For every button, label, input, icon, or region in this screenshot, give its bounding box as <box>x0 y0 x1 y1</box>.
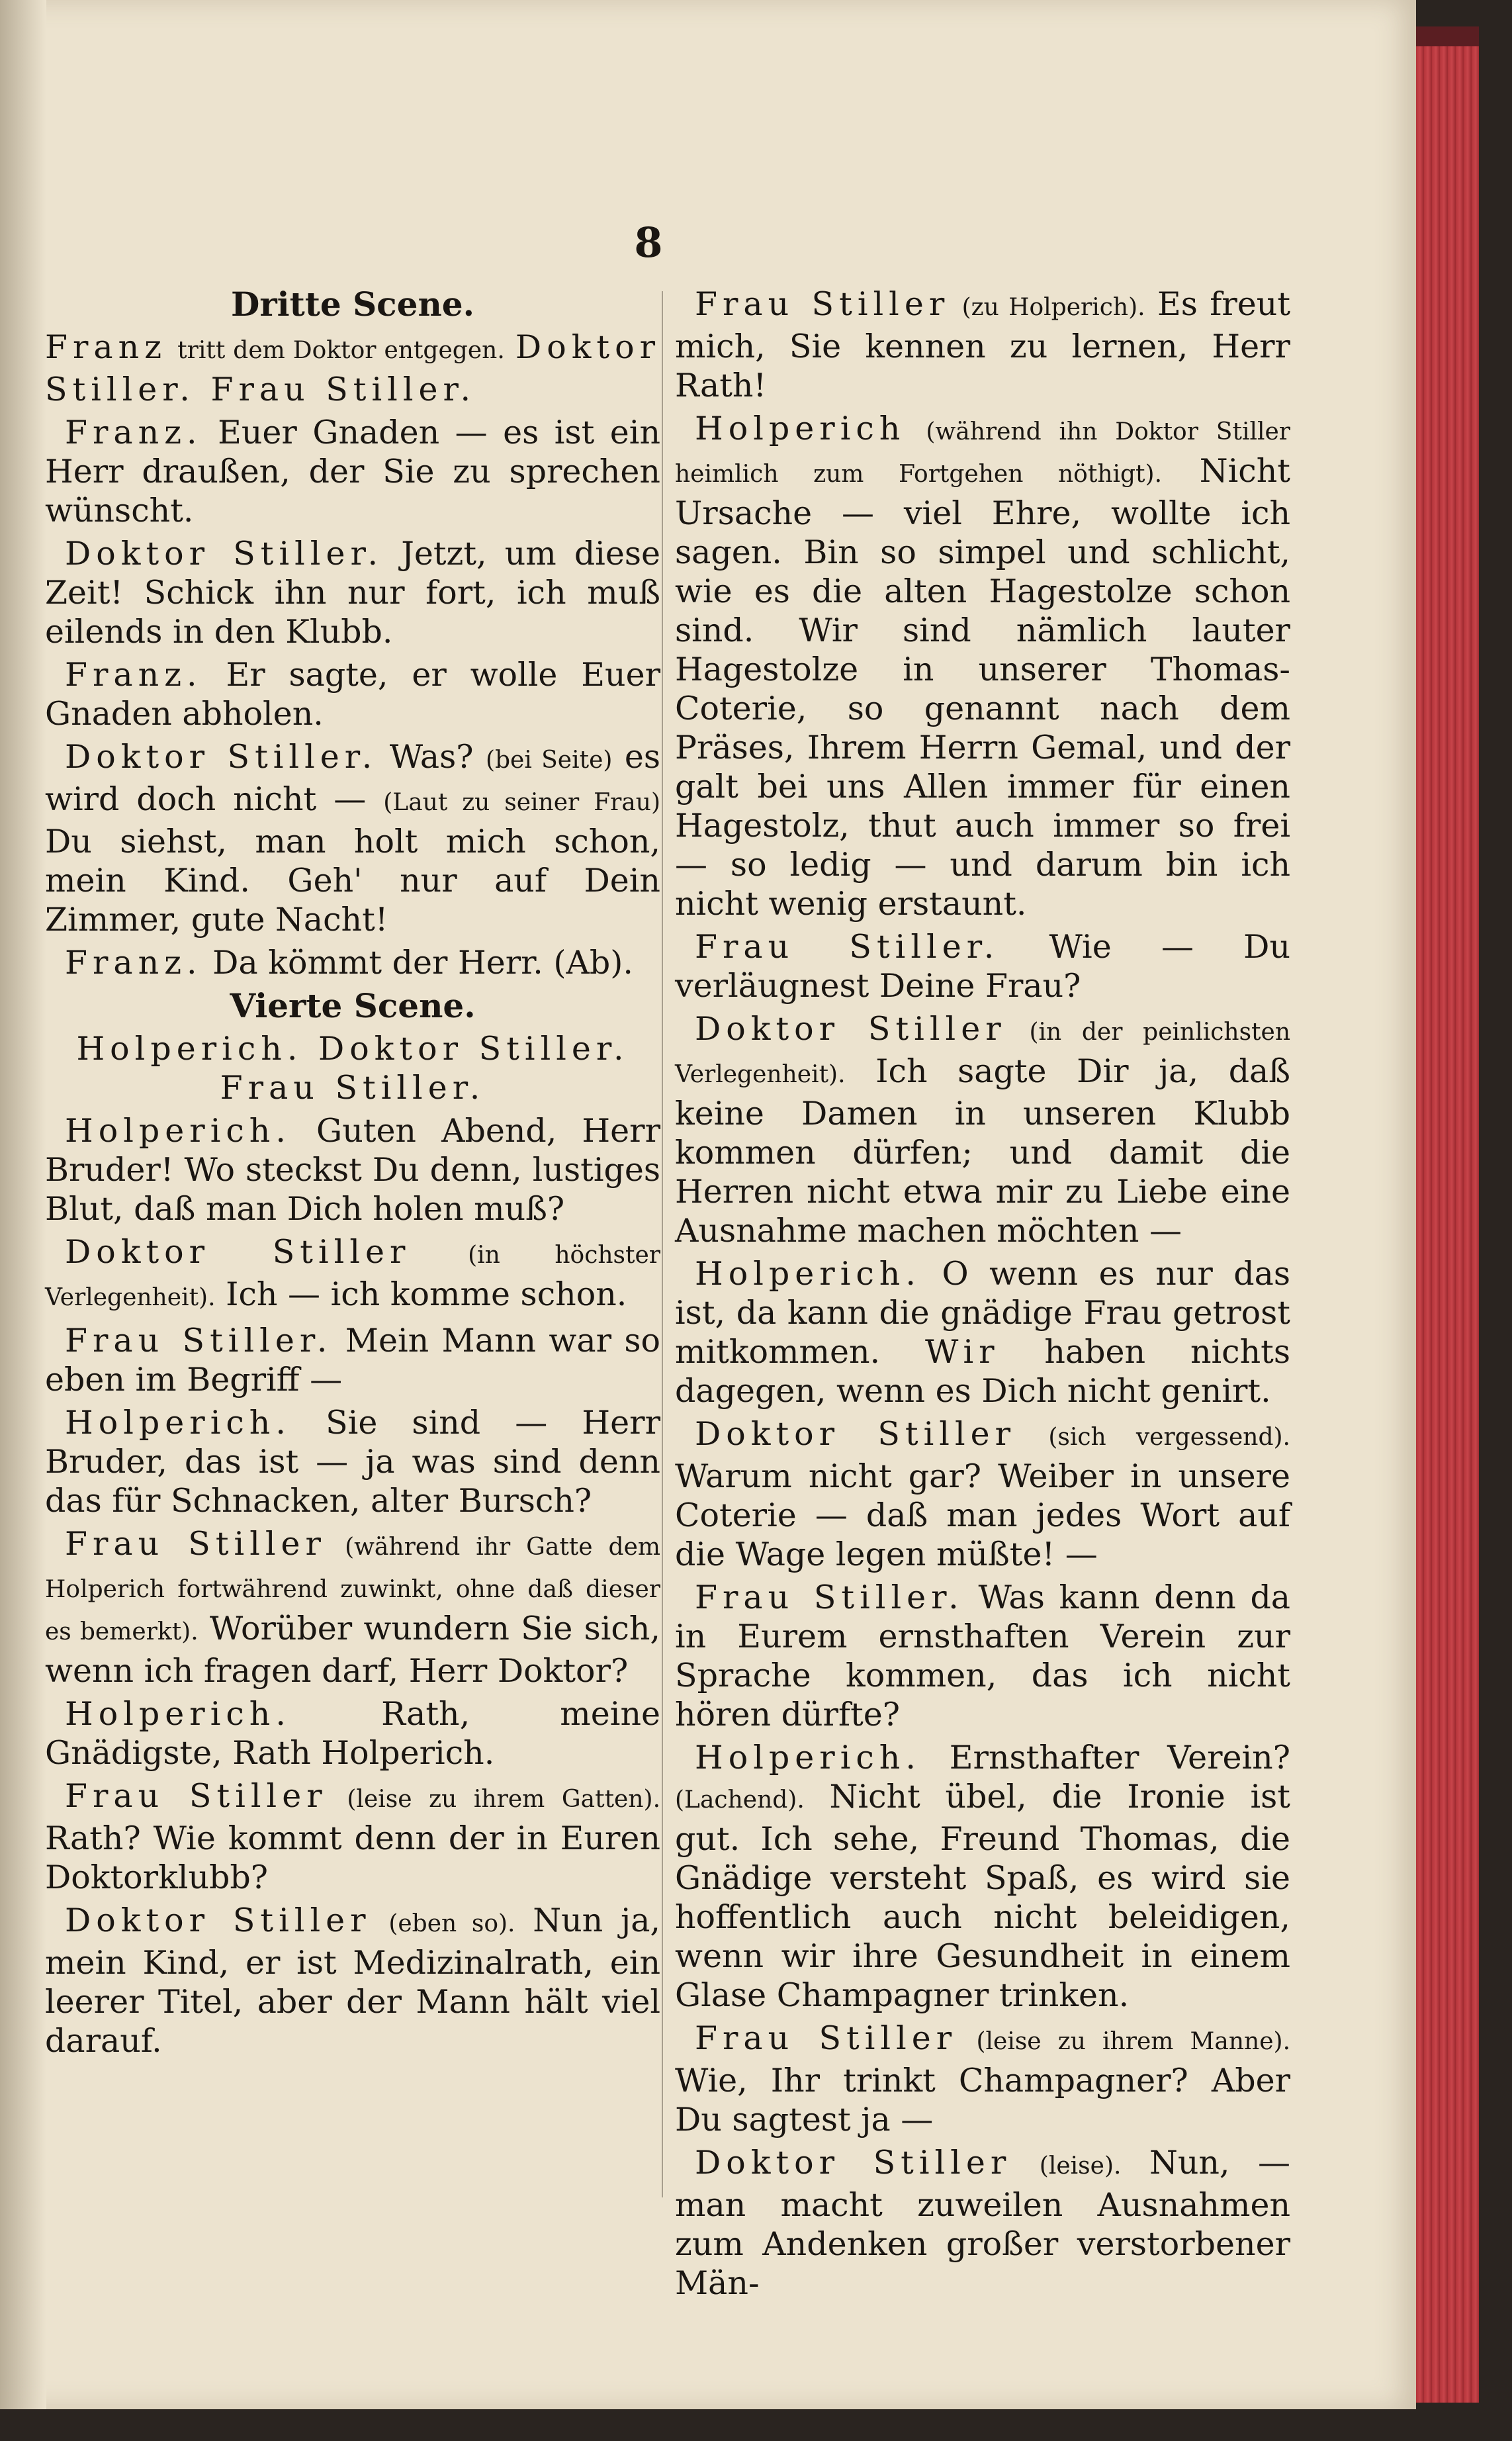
speaker: Holperich. <box>695 1255 921 1293</box>
dialogue-line <box>675 1738 1290 2015</box>
dialogue-line <box>45 1403 660 1520</box>
dialogue-line <box>45 1694 660 1773</box>
speaker: Frau Stiller <box>695 2019 957 2057</box>
speaker: Frau Stiller. <box>695 1579 964 1616</box>
speaker: Holperich. <box>65 1404 291 1442</box>
stage-direction: (während ihr Gatte dem Holperich fortwährend zuwinkt, ohne daß dieser es bemerkt). <box>45 1534 661 1645</box>
scene-cast <box>45 328 660 409</box>
line-text: Du siehst, man holt mich schon, mein Kind. Geh' nur auf Dein Zimmer, gute Nacht! <box>45 823 660 939</box>
right-column <box>675 285 1290 2307</box>
dialogue-line <box>675 409 1290 923</box>
dialogue-line <box>675 1009 1290 1250</box>
speaker: Holperich <box>695 410 906 447</box>
scene-title: Dritte Scene. <box>230 285 475 324</box>
speaker: Doktor Stiller. <box>65 535 384 573</box>
line-text: haben nichts dagegen, wenn es Dich nicht genirt. <box>675 1333 1291 1410</box>
stage-direction: tritt dem Doktor entgegen. <box>177 337 505 364</box>
line-text: Was? <box>389 738 474 776</box>
speaker: Holperich. <box>65 1112 291 1150</box>
line-text: es wird doch nicht — <box>45 738 660 818</box>
speaker: Franz. <box>65 414 202 451</box>
dialogue-line <box>45 655 660 733</box>
dialogue-line <box>675 1578 1290 1734</box>
stage-direction: (leise). <box>1039 2152 1122 2180</box>
line-text: Was kann denn da in Eurem ernsthaften Verein zur Sprache kommen, das ich nicht hören dürfte? <box>675 1579 1291 1733</box>
speaker: Doktor Stiller <box>695 2144 1012 2182</box>
dialogue-line <box>675 1414 1290 1574</box>
dialogue-line <box>45 737 660 939</box>
dialogue-line <box>675 2143 1290 2303</box>
line-text: Guten Abend, Herr Bruder! Wo steckst Du denn, lustiges Blut, daß man Dich holen muß? <box>45 1112 660 1228</box>
speaker: Franz. <box>65 944 202 982</box>
dialogue-line <box>45 1232 660 1317</box>
dialogue-line <box>45 1901 660 2060</box>
line-text: Euer Gnaden — es ist ein Herr draußen, der Sie zu sprechen wünscht. <box>45 414 661 530</box>
stage-direction: (leise zu ihrem Gatten). <box>347 1786 661 1813</box>
stage-direction: (sich vergessend). <box>1048 1424 1290 1451</box>
speaker: Holperich. <box>65 1695 291 1733</box>
dialogue-line <box>45 1321 660 1399</box>
stage-direction: (in der peinlichsten Verlegenheit). <box>675 1019 1290 1088</box>
line-text: Sie sind — Herr Bruder, das ist — ja was sind denn das für Schnacken, alter Bursch? <box>45 1404 660 1520</box>
speaker: Frau Stiller <box>65 1777 328 1815</box>
dialogue-line <box>45 943 660 982</box>
stage-direction: (leise zu ihrem Manne). <box>976 2028 1291 2055</box>
line-text: Ernsthafter Verein? <box>949 1739 1290 1776</box>
stage-direction: (in höchster Verlegenheit). <box>45 1242 660 1311</box>
line-text: Ich sagte Dir ja, daß keine Damen in unseren Klubb kommen dürfen; und damit die Herren nicht etwa mir zu Liebe eine Ausnahme machen möchten — <box>675 1052 1291 1250</box>
line-text: Es freut mich, Sie kennen zu lernen, Herr Rath! <box>675 285 1291 404</box>
line-text: Er sagte, er wolle Euer Gnaden abholen. <box>45 656 660 733</box>
line-text: Rath, meine Gnädigste, Rath Holperich. <box>45 1695 661 1772</box>
stage-direction: (zu Holperich). <box>961 294 1145 321</box>
stage-direction: (bei Seite) <box>485 747 613 774</box>
line-text: Nun, — man macht zuweilen Ausnahmen zum Andenken großer verstorbener Män- <box>675 2144 1290 2302</box>
line-text: Jetzt, um diese Zeit! Schick ihn nur fort, ich muß eilends in den Klubb. <box>45 535 660 651</box>
line-text: Nun ja, mein Kind, er ist Medizinalrath, ein leerer Titel, aber der Mann hält viel darauf. <box>45 1902 660 2060</box>
line-text: Nicht Ursache — viel Ehre, wollte ich sagen. Bin so simpel und schlicht, wie es die alten Hagestolze schon sind. Wir sind nämlich lauter Hagestolze in unserer Thomas-Coterie, so genannt nach dem Präses, Ihrem Herrn Gemal, und der galt bei uns Allen immer für einen Hagestolz, thut auch immer so frei — so ledig — und darum bin ich nicht wenig erstaunt. <box>675 452 1290 923</box>
page-number: 8 <box>634 218 663 267</box>
column-divider <box>662 291 663 2197</box>
left-column <box>45 285 660 2064</box>
dialogue-line <box>675 285 1290 405</box>
line-text: Warum nicht gar? Weiber in unsere Coterie — daß man jedes Wort auf die Wage legen müßte! — <box>675 1457 1290 1573</box>
line-text: Ich — ich komme schon. <box>226 1275 627 1313</box>
line-text: Rath? Wie kommt denn der in Euren Doktorklubb? <box>45 1819 660 1896</box>
stage-direction: (Ab). <box>553 944 633 982</box>
dialogue-line <box>45 534 660 651</box>
scene-title: Vierte Scene. <box>230 986 476 1025</box>
page-gutter-shadow <box>0 0 46 2409</box>
speaker: Wir <box>924 1333 1000 1371</box>
dialogue-line <box>45 1111 660 1228</box>
stage-direction: (Laut zu seiner Frau) <box>383 789 661 816</box>
line-text: Worüber wundern Sie sich, wenn ich fragen darf, Herr Doktor? <box>45 1610 660 1690</box>
speaker: Franz. <box>65 656 202 694</box>
speaker: Frau Stiller. <box>695 928 1000 966</box>
speaker: Doktor Stiller <box>65 1233 411 1271</box>
line-text: Mein Mann war so eben im Begriff — <box>45 1322 660 1399</box>
stage-direction: (eben so). <box>388 1910 515 1937</box>
line-text: Nicht übel, die Ironie ist gut. Ich sehe, Freund Thomas, die Gnädige versteht Spaß, es wird sie hoffentlich auch nicht beleidigen, wenn wir ihre Gesundheit in einem Glase Champagner trinken. <box>675 1778 1290 2014</box>
speaker: Frau Stiller. <box>65 1322 333 1359</box>
speaker: Doktor Stiller. Frau Stiller. <box>45 328 660 408</box>
dialogue-line <box>675 2019 1290 2139</box>
dialogue-line <box>45 413 660 530</box>
scene-cast: Holperich. Doktor Stiller. Frau Stiller. <box>76 1030 629 1107</box>
speaker: Holperich. <box>695 1739 921 1776</box>
page-edges-red <box>1416 46 1479 2403</box>
dialogue-line <box>45 1524 660 1690</box>
speaker: Franz <box>45 328 167 366</box>
line-text: Da kömmt der Herr. <box>212 944 543 982</box>
speaker: Doktor Stiller. <box>65 738 378 776</box>
dialogue-line <box>45 1776 660 1897</box>
speaker: Doktor Stiller <box>695 1010 1006 1048</box>
line-text: Wie — Du verläugnest Deine Frau? <box>675 928 1291 1005</box>
speaker: Frau Stiller <box>695 285 950 323</box>
line-text: Wie, Ihr trinkt Champagner? Aber Du sagtest ja — <box>675 2062 1290 2139</box>
line-text: O wenn es nur das ist, da kann die gnädige Frau getrost mitkommen. <box>675 1255 1290 1371</box>
speaker: Frau Stiller <box>65 1525 326 1563</box>
speaker: Doktor Stiller <box>695 1415 1016 1453</box>
stage-direction: (Lachend). <box>675 1786 805 1814</box>
dialogue-line <box>675 1254 1290 1410</box>
stage-direction: (während ihn Doktor Stiller heimlich zum Fortgehen nöthigt). <box>675 418 1290 488</box>
speaker: Doktor Stiller <box>65 1902 371 1939</box>
dialogue-line <box>675 927 1290 1005</box>
